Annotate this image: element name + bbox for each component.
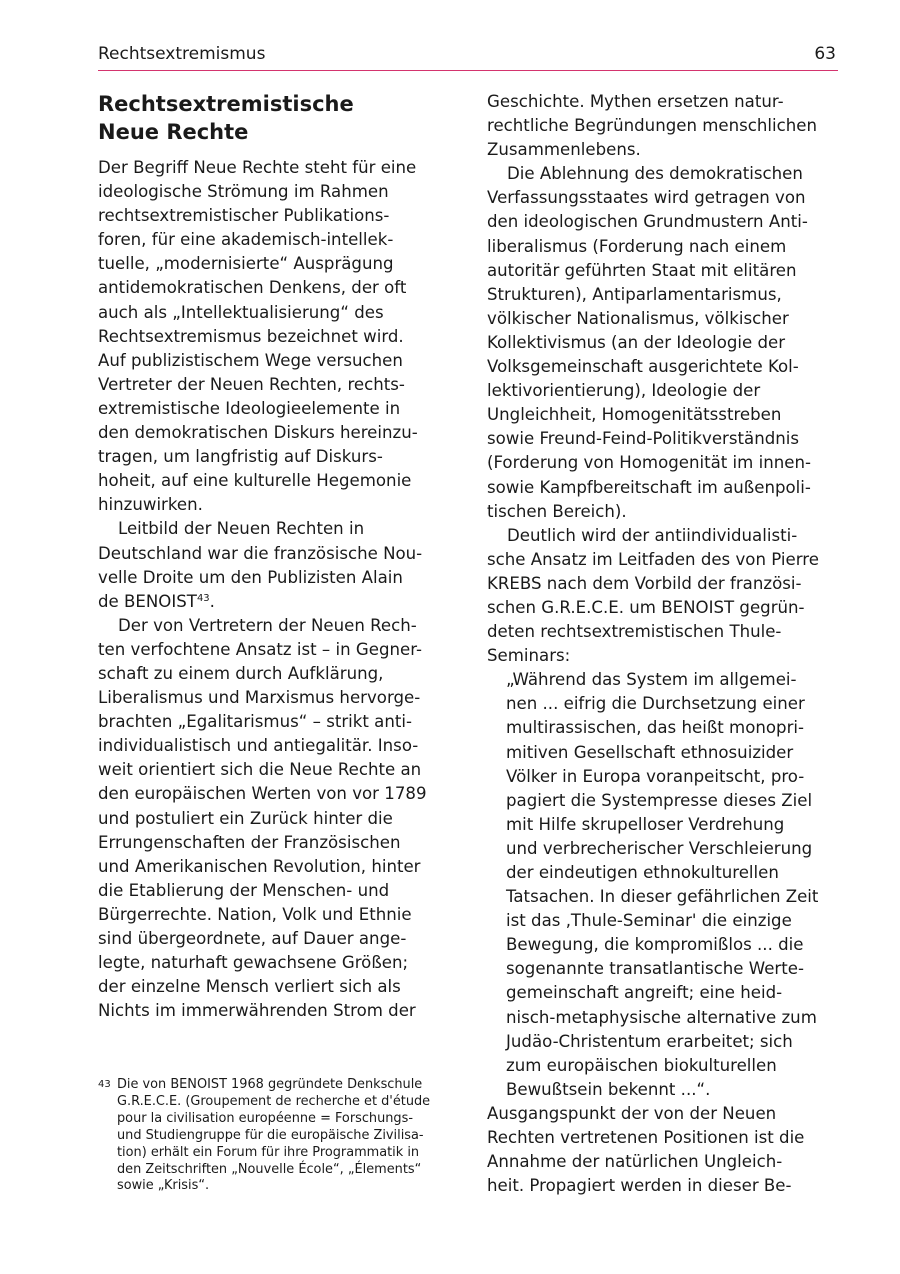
text-line: Die Ablehnung des demokratischen [507,164,803,184]
body-text-left [98,156,448,1023]
text-line: Zusammenlebens. [487,140,641,160]
footnote-line: tion) erhält ein Forum für ihre Programmatik in [117,1144,420,1160]
text-line: Liberalismus und Marxismus hervorge- [98,688,421,708]
text-line: und postuliert ein Zurück hinter die [98,808,393,828]
text-line: schen G.R.E.C.E. um BENOIST gegrün- [487,597,805,617]
text-line: Ungleichheit, Homogenitätsstreben [487,405,782,425]
text-line: Der Begriff Neue Rechte steht für eine [98,158,417,177]
text-line: Deutlich wird der antiindividualisti- [507,525,798,545]
text-line: die Etablierung der Menschen- und [98,880,390,900]
quote-line: mitiven Gesellschaft ethnosuizider [506,742,794,762]
text-line: Deutschland war die französische Nou- [98,543,423,563]
footnote-line: G.R.E.C.E. (Groupement de recherche et d'étude [117,1093,431,1109]
text-line: Errungenschaften der Französischen [98,832,401,852]
text-line: völkischer Nationalismus, völkischer [487,308,789,328]
text-line: Seminars: [487,646,571,666]
text-line: Annahme der natürlichen Ungleich- [487,1152,783,1172]
quote-line: und verbrecherischer Verschleierung [506,838,813,858]
text-line: lektivorientierung), Ideologie der [487,381,761,401]
quote-line: mit Hilfe skrupelloser Verdrehung [506,814,785,834]
text-line: den demokratischen Diskurs hereinzu- [98,423,418,443]
text-line: Strukturen), Antiparlamentarismus, [487,284,782,304]
text-line: deten rechtsextremistischen Thule- [487,622,782,642]
quote-line: Judäo-Christentum erarbeitet; sich [506,1031,793,1051]
block-quote [487,668,843,1102]
text-line: sowie Kampfbereitschaft im außenpoli- [487,477,811,497]
text-line: der einzelne Mensch verliert sich als [98,977,401,997]
footnote-line: und Studiengruppe für die europäische Zivilisa- [117,1127,424,1143]
footnote-number: 43 [98,1079,111,1090]
running-head: Rechtsextremismus [98,44,266,64]
text-line: rechtsextremistischer Publikations- [98,206,390,226]
text-line: liberalismus (Forderung nach einem [487,236,787,256]
text-line: tragen, um langfristig auf Diskurs- [98,447,383,467]
quote-line: nen ... eifrig die Durchsetzung einer [506,694,805,714]
text-line: individualistisch und antiegalitär. Inso- [98,736,419,756]
page-header [98,44,838,71]
section-heading [98,90,448,146]
quote-line: pagiert die Systempresse dieses Ziel [506,790,813,810]
text-line: ideologische Strömung im Rahmen [98,182,389,202]
quote-line: Bewegung, die kompromißlos ... die [506,935,804,955]
heading-line: Rechtsextremistische [98,92,354,116]
quote-line: gemeinschaft angreift; eine heid- [506,983,783,1003]
text-line: antidemokratischen Denkens, der oft [98,278,407,298]
page-number: 63 [814,44,836,64]
text-line: sche Ansatz im Leitfaden des von Pierre [487,549,819,569]
text-line: velle Droite um den Publizisten Alain [98,567,403,587]
quote-line: der eindeutigen ethnokulturellen [506,863,779,882]
text-line: Ausgangspunkt der von der Neuen [487,1103,777,1123]
text-line: Rechtsextremismus bezeichnet wird. [98,326,404,346]
text-line: brachten „Egalitarismus“ – strikt anti- [98,712,412,732]
quote-line: sogenannte transatlantische Werte- [506,959,804,979]
text-fragment: . [209,591,215,611]
text-fragment: de BENOIST [98,591,197,611]
text-line: Verfassungsstaates wird getragen von [487,188,806,208]
text-line: sind übergeordnete, auf Dauer ange- [98,929,407,948]
text-line: rechtliche Begründungen menschlichen [487,116,818,136]
heading-line: Neue Rechte [98,120,249,144]
text-line: (Forderung von Homogenität im innen- [487,453,811,473]
text-line: Leitbild der Neuen Rechten in [118,519,365,539]
text-line: hinzuwirken. [98,495,203,515]
right-column [487,90,843,1198]
text-line: Volksgemeinschaft ausgerichtete Kol- [487,357,799,377]
quote-line: nisch-metaphysische alternative zum [506,1007,817,1027]
text-line: tuelle, „modernisierte“ Ausprägung [98,254,394,274]
text-line: KREBS nach dem Vorbild der französi- [487,573,802,593]
text-line: Der von Vertretern der Neuen Rech- [118,615,417,635]
footnote-reference[interactable]: 43 [196,592,210,604]
text-line: Nichts im immerwährenden Strom der [98,1001,416,1021]
text-line: Kollektivismus (an der Ideologie der [487,332,786,352]
quote-line: multirassischen, das heißt monopri- [506,718,804,738]
text-line: tischen Bereich). [487,501,627,521]
footnote-line: sowie „Krisis“. [117,1178,210,1194]
text-line: auch als „Intellektualisierung“ des [98,302,384,322]
text-line: Geschichte. Mythen ersetzen natur- [487,92,784,111]
quote-line: ist das ‚Thule-Seminar' die einzige [506,911,792,931]
text-line: Rechten vertretenen Positionen ist die [487,1128,805,1148]
left-column [98,90,448,1023]
text-line: Auf publizistischem Wege versuchen [98,350,403,370]
text-line-with-footnote [98,590,448,614]
text-line: weit orientiert sich die Neue Rechte an [98,760,422,780]
text-line: den ideologischen Grundmustern Anti- [487,212,808,232]
text-line: foren, für eine akademisch-intellek- [98,230,394,250]
text-line: Vertreter der Neuen Rechten, rechts- [98,374,405,394]
quote-line: Völker in Europa voranpeitscht, pro- [506,766,805,786]
text-line: und Amerikanischen Revolution, hinter [98,856,421,876]
text-line: den europäischen Werten von vor 1789 [98,784,427,804]
footnote-line: Die von BENOIST 1968 gegründete Denkschule [117,1077,423,1092]
quote-line: „Während das System im allgemei- [506,670,797,690]
text-line: legte, naturhaft gewachsene Größen; [98,953,409,973]
footnote-text [117,1077,430,1195]
text-line: autoritär geführten Staat mit elitären [487,260,797,280]
text-line: heit. Propagiert werden in dieser Be- [487,1176,792,1196]
text-line: hoheit, auf eine kulturelle Hegemonie [98,471,412,491]
footnote-line: pour la civilisation européenne = Forschungs- [117,1110,413,1126]
text-line: extremistische Ideologieelemente in [98,398,401,418]
text-line: Bürgerrechte. Nation, Volk und Ethnie [98,904,412,924]
quote-line: Bewußtsein bekennt ...“. [506,1079,711,1099]
footnote-line: den Zeitschriften „Nouvelle École“, „Élements“ [117,1161,422,1177]
text-line: schaft zu einem durch Aufklärung, [98,663,384,683]
text-line: sowie Freund-Feind-Politikverständnis [487,429,800,449]
quote-line: zum europäischen biokulturellen [506,1055,777,1075]
quote-line: Tatsachen. In dieser gefährlichen Zeit [506,887,819,907]
text-line: ten verfochtene Ansatz ist – in Gegner- [98,639,422,659]
